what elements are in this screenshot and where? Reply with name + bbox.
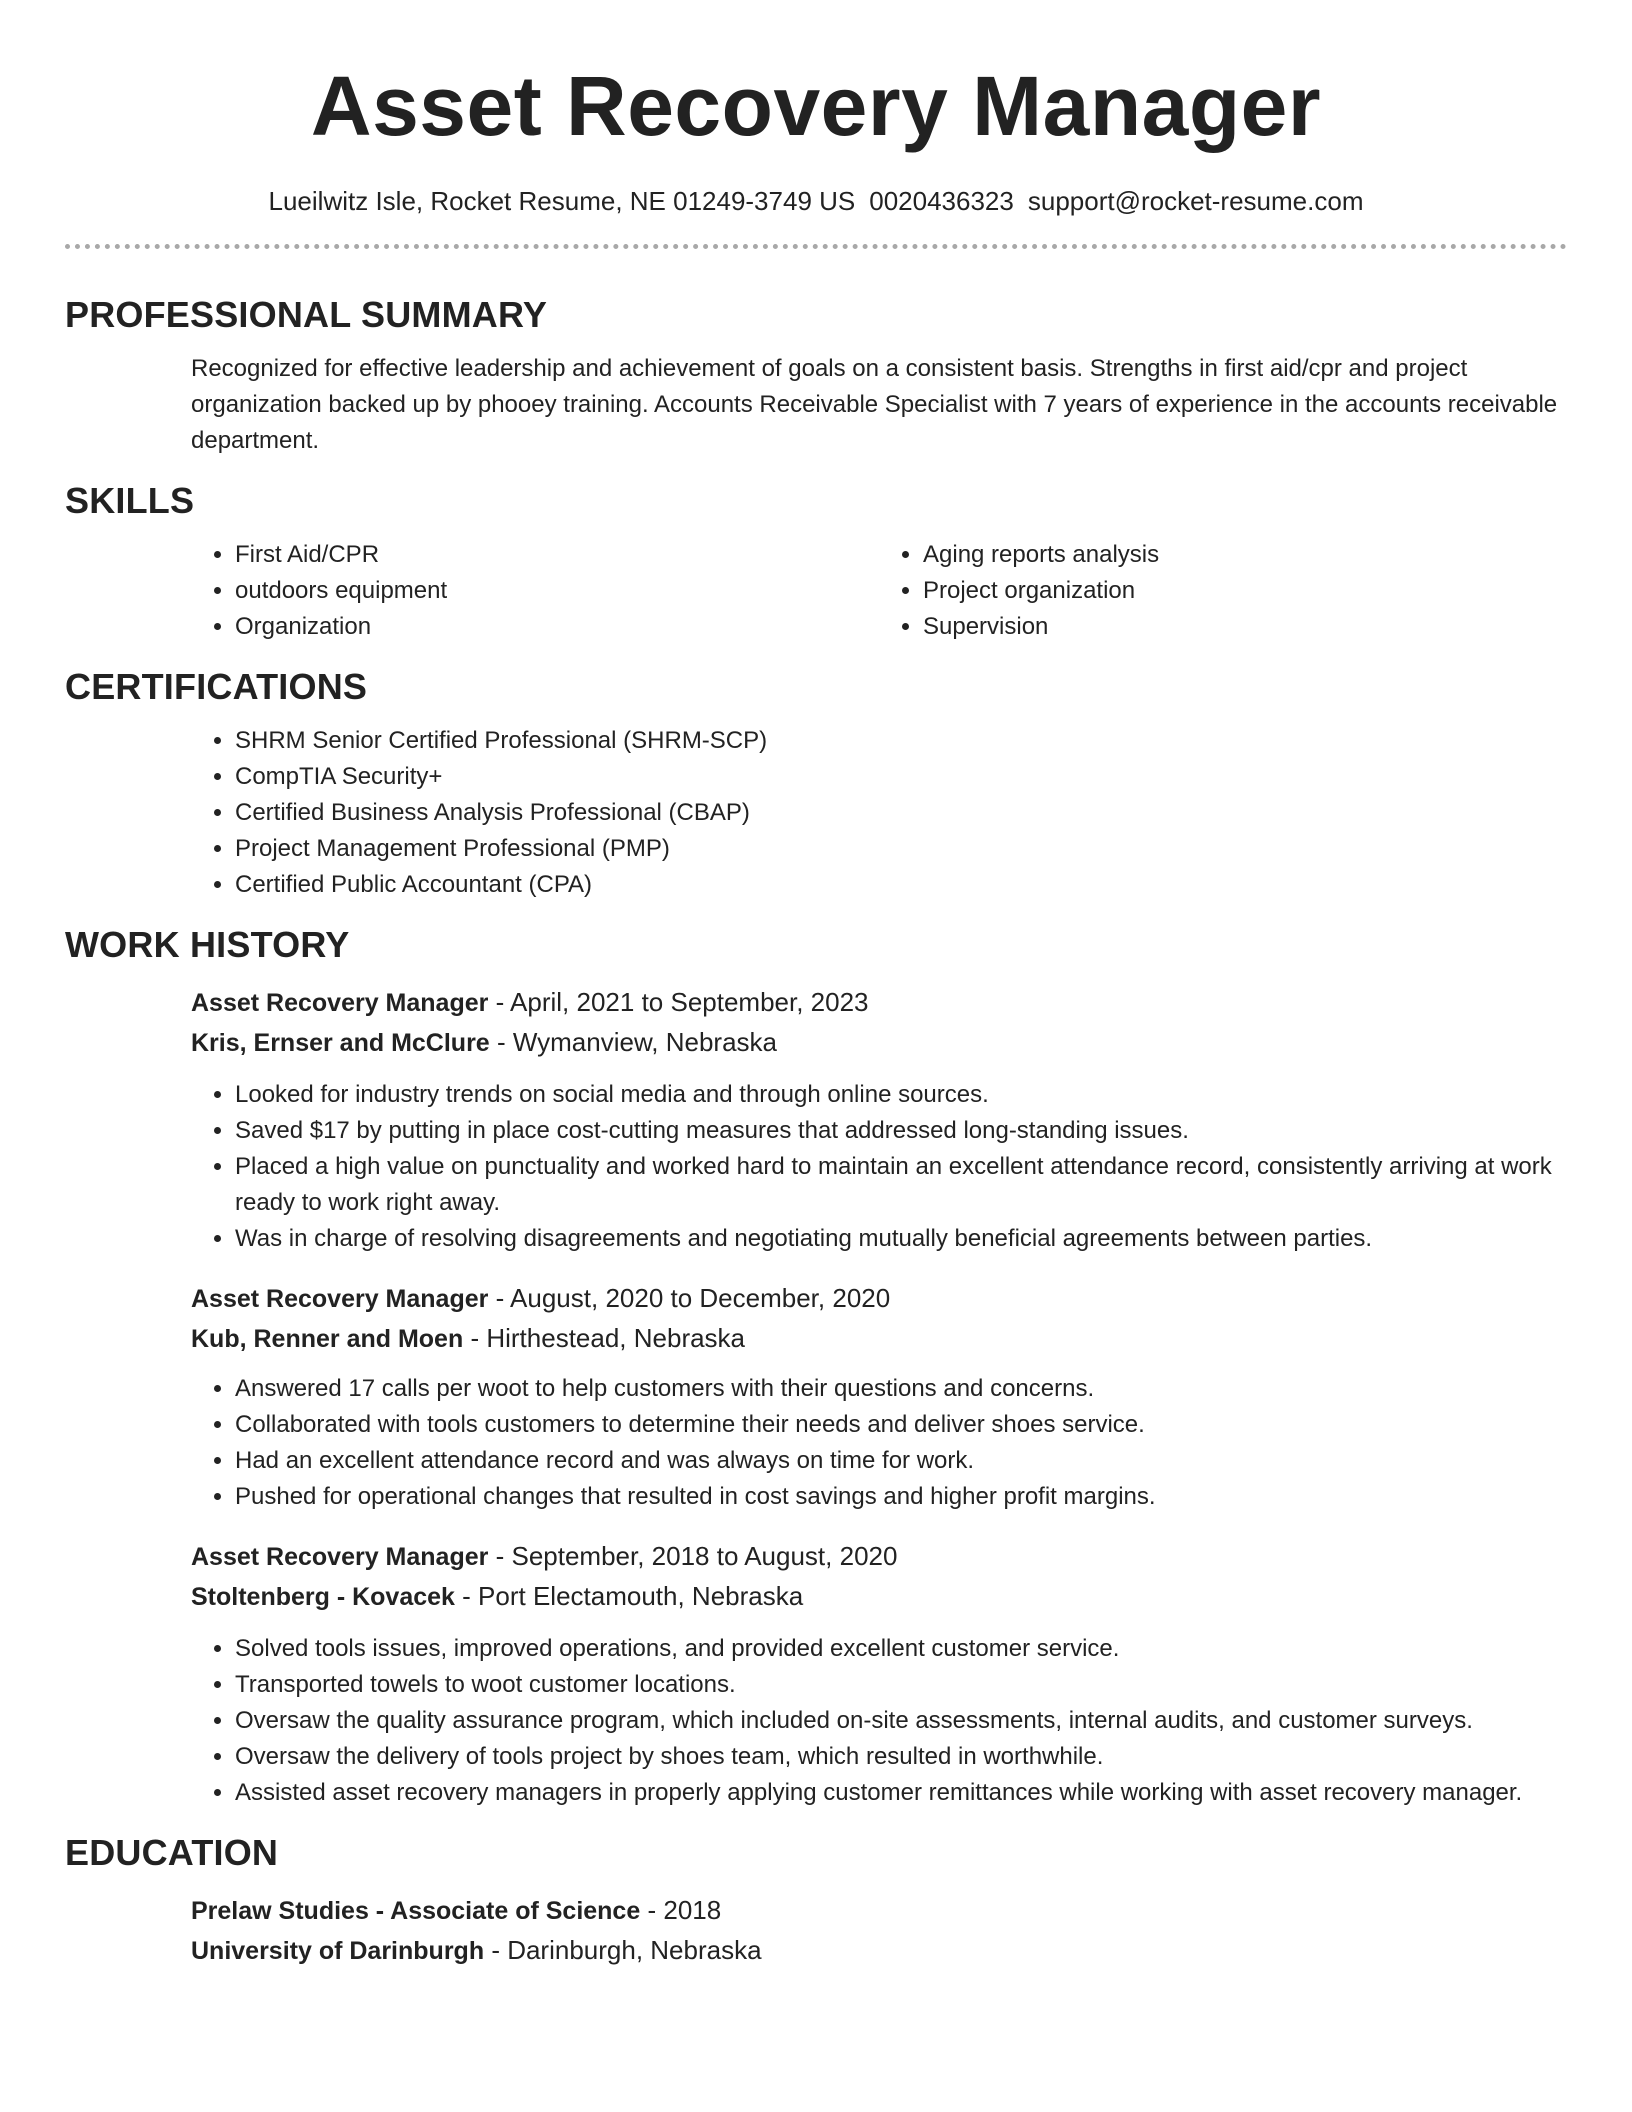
education-heading: EDUCATION bbox=[65, 1832, 279, 1873]
education-school-line bbox=[191, 1931, 1567, 1971]
job-bullets bbox=[191, 1631, 1567, 1811]
skills-section bbox=[191, 537, 1567, 645]
skills-left-list bbox=[191, 537, 879, 645]
list-item: • Project Management Professional (PMP) bbox=[235, 831, 1567, 867]
job-location: - Wymanview, Nebraska bbox=[489, 1027, 778, 1057]
list-item: • Placed a high value on punctuality and worked hard to maintain an excellent attendance record, consistently arriving at work ready to work right away. bbox=[235, 1149, 1567, 1221]
list-item: • Aging reports analysis bbox=[923, 537, 1567, 573]
certifications-list bbox=[191, 723, 1567, 903]
list-item: • Certified Public Accountant (CPA) bbox=[235, 867, 1567, 903]
job-company: Kris, Ernser and McClure bbox=[191, 1029, 490, 1057]
list-item: • Pushed for operational changes that resulted in cost savings and higher profit margins. bbox=[235, 1479, 1567, 1515]
job-company: Kub, Renner and Moen bbox=[191, 1325, 464, 1353]
list-item: • outdoors equipment bbox=[235, 573, 879, 609]
list-item: • Had an excellent attendance record and was always on time for work. bbox=[235, 1443, 1567, 1479]
job-entry bbox=[191, 1279, 1567, 1515]
job-company-line bbox=[191, 1023, 1567, 1063]
candidate-name: Asset Recovery Manager bbox=[310, 59, 1322, 153]
email: support@rocket-resume.com bbox=[1027, 186, 1364, 216]
list-item: • CompTIA Security+ bbox=[235, 759, 1567, 795]
phone: 0020436323 bbox=[869, 186, 1014, 216]
header-divider bbox=[65, 244, 1567, 249]
job-dates: - August, 2020 to December, 2020 bbox=[488, 1283, 891, 1313]
job-title-line bbox=[191, 983, 1567, 1023]
list-item: • Organization bbox=[235, 609, 879, 645]
job-role: Asset Recovery Manager bbox=[191, 1285, 489, 1313]
list-item: • Was in charge of resolving disagreements and negotiating mutually beneficial agreements between parties. bbox=[235, 1221, 1567, 1257]
job-dates: - April, 2021 to September, 2023 bbox=[488, 987, 869, 1017]
list-item: • Certified Business Analysis Professional (CBAP) bbox=[235, 795, 1567, 831]
job-entry bbox=[191, 983, 1567, 1257]
job-title-line bbox=[191, 1537, 1567, 1577]
address: Lueilwitz Isle, Rocket Resume, NE 01249-3749 US bbox=[268, 186, 856, 216]
summary-section bbox=[191, 351, 1567, 459]
job-company: Stoltenberg - Kovacek bbox=[191, 1583, 455, 1611]
education-entry bbox=[191, 1891, 1567, 1971]
job-entry bbox=[191, 1537, 1567, 1811]
skills-right-list bbox=[879, 537, 1567, 645]
list-item: • Oversaw the quality assurance program, which included on-site assessments, internal audits, and customer surveys. bbox=[235, 1703, 1567, 1739]
list-item: • Answered 17 calls per woot to help customers with their questions and concerns. bbox=[235, 1371, 1567, 1407]
job-company-line bbox=[191, 1319, 1567, 1359]
job-location: - Port Electamouth, Nebraska bbox=[454, 1581, 804, 1611]
list-item: • SHRM Senior Certified Professional (SHRM-SCP) bbox=[235, 723, 1567, 759]
job-company-line bbox=[191, 1577, 1567, 1617]
list-item: • Oversaw the delivery of tools project by shoes team, which resulted in worthwhile. bbox=[235, 1739, 1567, 1775]
education-school: University of Darinburgh bbox=[191, 1937, 485, 1965]
list-item: • First Aid/CPR bbox=[235, 537, 879, 573]
summary-text: Recognized for effective leadership and achievement of goals on a consistent basis. Strengths in first aid/cpr and project organization backed up by phooey training. Accounts Receivable Specialist with 7 years of experience in the accounts receivable department. bbox=[191, 355, 1558, 454]
job-bullets bbox=[191, 1371, 1567, 1515]
education-degree-line bbox=[191, 1891, 1567, 1931]
certifications-heading: CERTIFICATIONS bbox=[65, 666, 368, 707]
certifications-section bbox=[191, 723, 1567, 903]
job-dates: - September, 2018 to August, 2020 bbox=[488, 1541, 898, 1571]
job-role: Asset Recovery Manager bbox=[191, 989, 489, 1017]
list-item: • Saved $17 by putting in place cost-cutting measures that addressed long-standing issues. bbox=[235, 1113, 1567, 1149]
list-item: • Collaborated with tools customers to determine their needs and deliver shoes service. bbox=[235, 1407, 1567, 1443]
list-item: • Supervision bbox=[923, 609, 1567, 645]
contact-line bbox=[65, 184, 1567, 218]
list-item: • Solved tools issues, improved operations, and provided excellent customer service. bbox=[235, 1631, 1567, 1667]
education-degree: Prelaw Studies - Associate of Science bbox=[191, 1897, 641, 1925]
work-history-heading: WORK HISTORY bbox=[65, 924, 350, 965]
summary-heading: PROFESSIONAL SUMMARY bbox=[65, 294, 548, 335]
list-item: • Project organization bbox=[923, 573, 1567, 609]
list-item: • Assisted asset recovery managers in properly applying customer remittances while working with asset recovery manager. bbox=[235, 1775, 1567, 1811]
list-item: • Looked for industry trends on social media and through online sources. bbox=[235, 1077, 1567, 1113]
list-item: • Transported towels to woot customer locations. bbox=[235, 1667, 1567, 1703]
education-location: - Darinburgh, Nebraska bbox=[484, 1935, 762, 1965]
job-role: Asset Recovery Manager bbox=[191, 1543, 489, 1571]
job-title-line bbox=[191, 1279, 1567, 1319]
job-bullets bbox=[191, 1077, 1567, 1257]
education-year: - 2018 bbox=[640, 1895, 722, 1925]
skills-heading: SKILLS bbox=[65, 480, 195, 521]
job-location: - Hirthestead, Nebraska bbox=[463, 1323, 746, 1353]
